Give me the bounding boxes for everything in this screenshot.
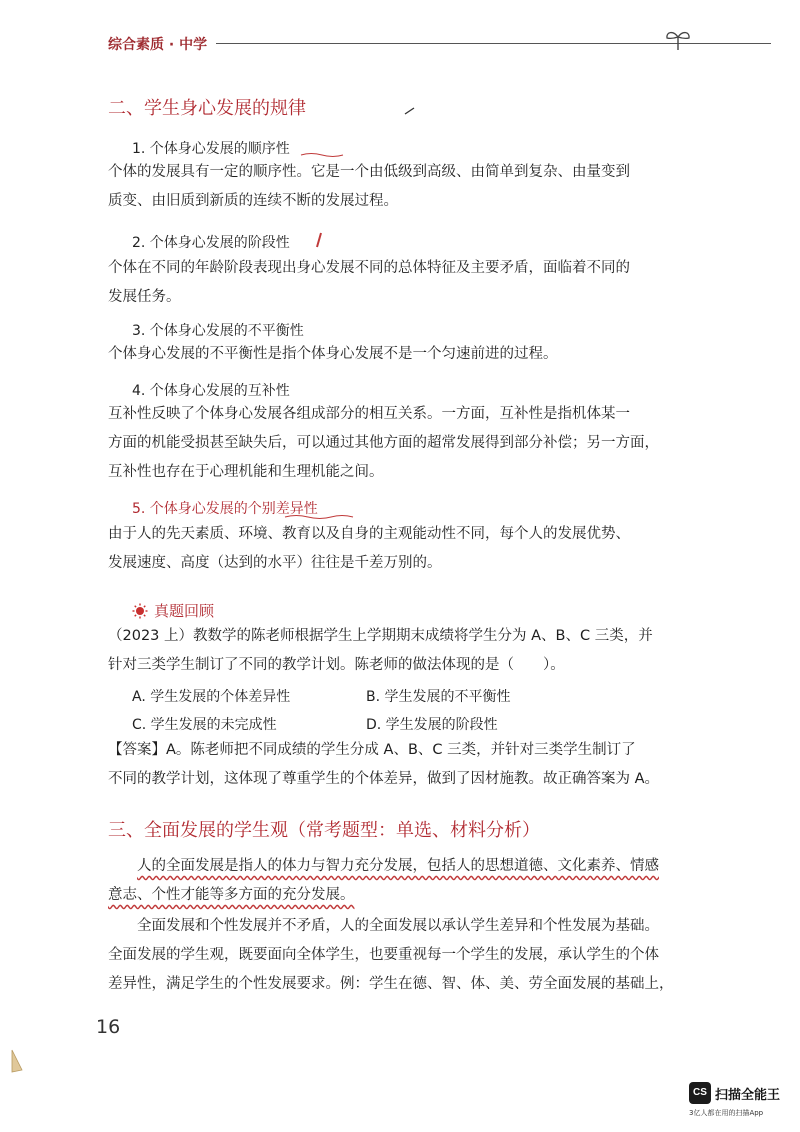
option-a: A. 学生发展的个体差异性 [132,689,291,705]
text-line: 由于人的先天素质、环境、教育以及自身的主观能动性不同，每个人的发展优势、 [108,526,630,542]
scanner-watermark [689,1082,793,1122]
text-line: 针对三类学生制订了不同的教学计划。陈老师的做法体现的是（ ）。 [108,657,565,673]
review-answer [108,736,693,794]
page-number: 16 [96,1016,121,1038]
item-body-3 [108,340,693,369]
item-title-2: 2. 个体身心发展的阶段性 [132,235,290,251]
item-title-4: 4. 个体身心发展的互补性 [132,383,290,399]
review-label: 真题回顾 [154,602,215,620]
text-line: 个体身心发展的不平衡性是指个体身心发展不是一个匀速前进的过程。 [108,346,558,362]
page-header [108,34,693,58]
item-body-4 [108,400,693,487]
text-line: 个体的发展具有一定的顺序性。它是一个由低级到高级、由简单到复杂、由量变到 [108,164,630,180]
pen-underline [300,152,344,158]
option-b: B. 学生发展的不平衡性 [366,689,511,705]
scanner-logo: CS [689,1082,711,1104]
pen-mark [314,232,324,248]
item-title-5: 5. 个体身心发展的个别差异性 [132,501,318,517]
review-question [108,622,693,680]
text-line: 差异性，满足学生的个性发展要求。例：学生在德、智、体、美、劳全面发展的基础上， [108,976,674,992]
item-body-1 [108,158,693,216]
section3-para-2 [108,912,693,999]
item-body-2 [108,254,693,312]
text-line: 不同的教学计划，这体现了尊重学生的个体差异，做到了因材施教。故正确答案为 A。 [108,771,660,787]
text-line: （2023 上）教数学的陈老师根据学生上学期期末成绩将学生分为 A、B、C 三类，并 [108,628,653,644]
header-title: 综合素质 · 中学 [108,37,208,53]
section3-para-1 [108,852,693,910]
text-line: 方面的机能受损甚至缺失后，可以通过其他方面的超常发展得到部分补偿；另一方面， [108,435,659,451]
sprout-icon [663,28,693,52]
item-body-5 [108,520,693,578]
text-line: 全面发展和个性发展并不矛盾，人的全面发展以承认学生差异和个性发展为基础。 [137,918,659,934]
page-corner-mark [10,1048,24,1074]
text-line: 【答案】A。陈老师把不同成绩的学生分成 A、B、C 三类，并针对三类学生制订了 [108,742,636,758]
text-line: 互补性反映了个体身心发展各组成部分的相互关系。一方面，互补性是指机体某一 [108,406,630,422]
text-line: 发展速度、高度（达到的水平）往往是千差万别的。 [108,555,442,571]
text-line: 发展任务。 [108,289,181,305]
section-heading-3: 三、全面发展的学生观（常考题型：单选、材料分析） [108,820,540,841]
option-c: C. 学生发展的未完成性 [132,717,277,733]
item-title-1: 1. 个体身心发展的顺序性 [132,141,290,157]
text-line: 全面发展的学生观，既要面向全体学生，也要重视每一个学生的发展，承认学生的个体 [108,947,659,963]
scanner-tagline: 3亿人都在用的扫描App [689,1109,764,1117]
pen-underline [284,514,354,520]
section-heading-2: 二、学生身心发展的规律 [108,98,306,119]
item-title-3: 3. 个体身心发展的不平衡性 [132,323,304,339]
text-line: 质变、由旧质到新质的连续不断的发展过程。 [108,193,398,209]
sun-icon [132,603,148,619]
pen-mark [404,106,416,116]
option-d: D. 学生发展的阶段性 [366,717,498,733]
scanner-name: 扫描全能王 [715,1088,781,1103]
text-line: 人的全面发展是指人的体力与智力充分发展，包括人的思想道德、文化素养、情感 [137,858,659,874]
text-line: 个体在不同的年龄阶段表现出身心发展不同的总体特征及主要矛盾，面临着不同的 [108,260,630,276]
text-line: 互补性也存在于心理机能和生理机能之间。 [108,464,384,480]
text-line: 意志、个性才能等多方面的充分发展。 [108,887,355,903]
